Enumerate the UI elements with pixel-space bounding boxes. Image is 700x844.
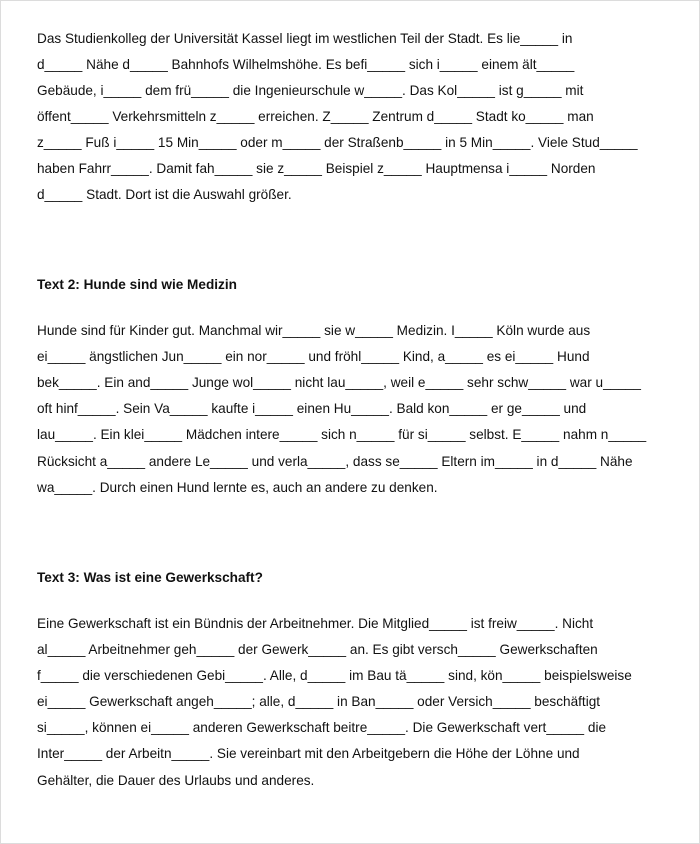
text1-line-3: Gebäude, i_____ dem frü_____ die Ingenieurschule w_____. Das Kol_____ ist g_____ mit <box>37 83 584 98</box>
text2-line-5: lau_____. Ein klei_____ Mädchen intere_____ sich n_____ für si_____ selbst. E_____ nahm n_____ <box>37 427 647 442</box>
text3-line-6: Inter_____ der Arbeitn_____. Sie vereinbart mit den Arbeitgebern die Höhe der Löhne und <box>37 746 580 761</box>
text3-line-2: al_____ Arbeitnehmer geh_____ der Gewerk_____ an. Es gibt versch_____ Gewerkschaften <box>37 642 598 657</box>
text2-line-2: ei_____ ängstlichen Jun_____ ein nor_____ und fröhl_____ Kind, a_____ es ei_____ Hund <box>37 349 590 364</box>
text2-line-3: bek_____. Ein and_____ Junge wol_____ nicht lau_____, weil e_____ sehr schw_____ war u_____ <box>37 375 641 390</box>
text3-line-1: Eine Gewerkschaft ist ein Bündnis der Arbeitnehmer. Die Mitglied_____ ist freiw_____. Nicht <box>37 616 594 631</box>
text2-line-1: Hunde sind für Kinder gut. Manchmal wir_____ sie w_____ Medizin. I_____ Köln wurde aus <box>37 323 591 338</box>
text2-line-7: wa_____. Durch einen Hund lernte es, auch an andere zu denken. <box>37 480 438 495</box>
text3-line-4: ei_____ Gewerkschaft angeh_____; alle, d_____ in Ban_____ oder Versich_____ beschäftigt <box>37 694 601 709</box>
text3-title: Text 3: Was ist eine Gewerkschaft? <box>37 570 263 585</box>
text1-line-5: z_____ Fuß i_____ 15 Min_____ oder m_____ der Straßenb_____ in 5 Min_____. Viele Stud_____ <box>37 135 638 150</box>
text3-line-7: Gehälter, die Dauer des Urlaubs und anderes. <box>37 773 315 788</box>
text1-line-1: Das Studienkolleg der Universität Kassel liegt im westlichen Teil der Stadt. Es lie_____ in <box>37 31 573 46</box>
text2-title: Text 2: Hunde sind wie Medizin <box>37 277 237 292</box>
text3-line-5: si_____, können ei_____ anderen Gewerkschaft beitre_____. Die Gewerkschaft vert_____ die <box>37 720 607 735</box>
text2-line-6: Rücksicht a_____ andere Le_____ und verla_____, dass se_____ Eltern im_____ in d_____ Nähe <box>37 454 633 469</box>
text2-line-4: oft hinf_____. Sein Va_____ kaufte i_____ einen Hu_____. Bald kon_____ er ge_____ und <box>37 401 587 416</box>
text1-line-4: öffent_____ Verkehrsmitteln z_____ erreichen. Z_____ Zentrum d_____ Stadt ko_____ man <box>37 109 594 124</box>
text1-line-6: haben Fahrr_____. Damit fah_____ sie z_____ Beispiel z_____ Hauptmensa i_____ Norden <box>37 161 596 176</box>
text3-line-3: f_____ die verschiedenen Gebi_____. Alle, d_____ im Bau tä_____ sind, kön_____ beispielsweise <box>37 668 632 683</box>
text1-line-7: d_____ Stadt. Dort ist die Auswahl größer. <box>37 187 292 202</box>
text1-line-2: d_____ Nähe d_____ Bahnhofs Wilhelmshöhe. Es befi_____ sich i_____ einem ält_____ <box>37 57 575 72</box>
